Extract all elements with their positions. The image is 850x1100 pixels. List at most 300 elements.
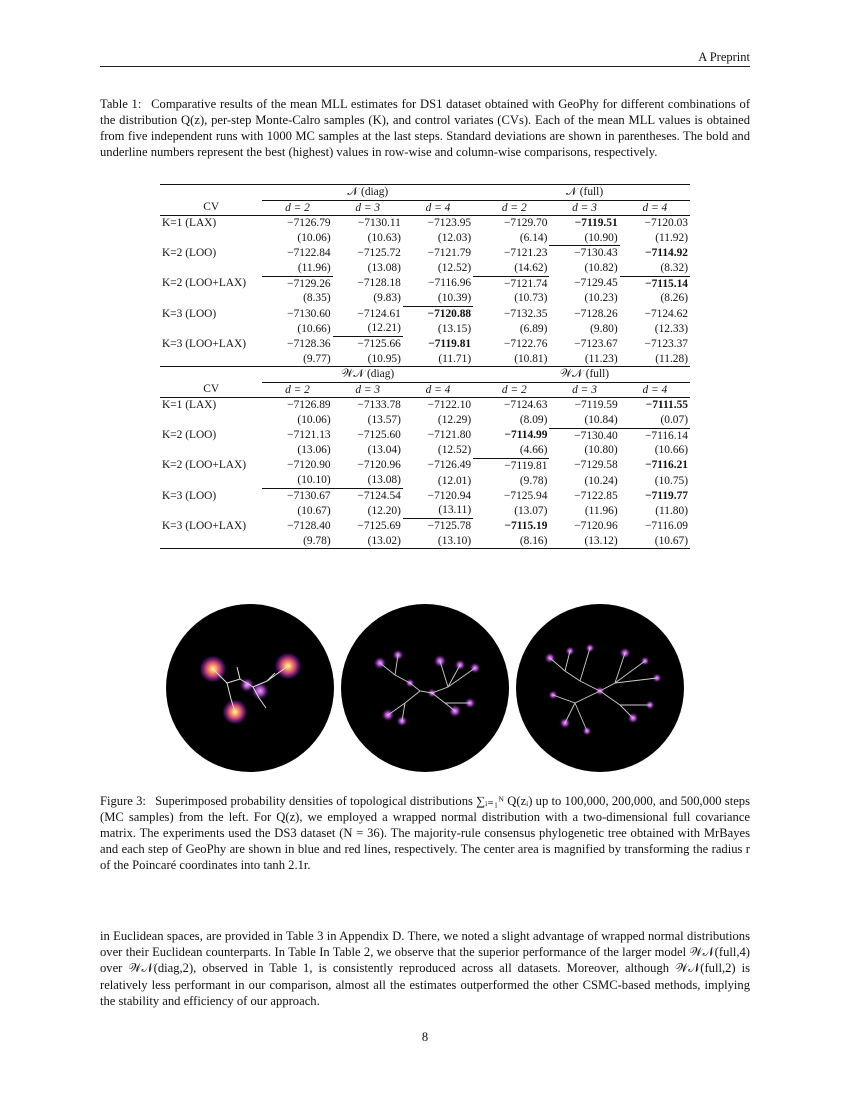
sd-value — [473, 261, 549, 276]
sd-value — [403, 503, 473, 518]
dimension-header: d = 3 — [355, 383, 381, 396]
sd-text: (10.95) — [367, 352, 401, 365]
sd-text: (10.84) — [584, 413, 618, 426]
mean-value — [620, 488, 690, 503]
mean-value — [549, 336, 619, 351]
mean-value — [262, 488, 332, 503]
mean-text: −7129.26 — [287, 277, 331, 290]
mean-text: −7111.55 — [645, 399, 688, 412]
group-header: 𝒲𝒩 (diag) — [262, 367, 473, 383]
row-label: K=1 (LAX) — [160, 216, 262, 231]
sd-value — [473, 352, 549, 367]
mean-text: −7123.95 — [427, 217, 472, 230]
table-row-sd — [160, 291, 690, 306]
sd-value — [403, 231, 473, 246]
results-table — [160, 184, 690, 549]
table-row — [160, 398, 690, 413]
mean-text: −7122.10 — [427, 399, 472, 412]
mean-text: −7125.94 — [503, 489, 548, 502]
sd-value — [473, 534, 549, 549]
table-row-sd — [160, 261, 690, 276]
mean-value — [262, 398, 332, 413]
mean-text: −7122.85 — [574, 489, 618, 502]
mean-value — [333, 488, 403, 503]
sd-value — [620, 413, 690, 428]
mean-value — [473, 216, 549, 231]
empty-cell — [160, 503, 262, 518]
mean-value — [333, 306, 403, 321]
sd-value — [262, 291, 332, 306]
sd-value — [333, 443, 403, 458]
table-caption-text: Comparative results of the mean MLL estimates for DS1 dataset obtained with GeoPhy for different combinations of the distribution Q(z), per-step Monte-Calro samples (K), and control variates (CVs). Each of the mean MLL values is obtained from five independent runs with 1000 MC samples at the last steps. Standard deviations are shown in parentheses. The bold and underline numbers represent the best (highest) values in row-wise and column-wise comparisons, respectively. — [100, 97, 751, 159]
table-row — [160, 458, 690, 473]
table-row — [160, 306, 690, 321]
mean-value — [473, 246, 549, 261]
sd-text: (10.23) — [584, 292, 618, 305]
table-row — [160, 488, 690, 503]
sd-text: (8.32) — [660, 261, 688, 274]
mean-text: −7130.60 — [287, 307, 331, 320]
table-caption — [100, 96, 750, 160]
sd-text: (10.81) — [514, 352, 548, 365]
mean-value — [262, 428, 332, 443]
mean-value — [403, 428, 473, 443]
sd-value — [403, 352, 473, 367]
sd-value — [620, 261, 690, 276]
mean-value — [333, 336, 403, 351]
sd-value — [549, 413, 619, 428]
sd-text: (11.71) — [438, 352, 472, 365]
mean-text: −7124.54 — [357, 489, 401, 502]
sd-text: (4.66) — [519, 444, 548, 457]
sd-text: (10.63) — [367, 232, 401, 245]
mean-text: −7121.23 — [503, 247, 548, 260]
sd-text: (9.77) — [303, 352, 331, 365]
sd-text: (0.07) — [660, 413, 688, 426]
sd-value — [333, 231, 403, 246]
mean-text: −7115.19 — [504, 519, 548, 532]
mean-text: −7116.09 — [644, 519, 688, 532]
sd-text: (10.24) — [584, 474, 618, 487]
mean-value — [549, 216, 619, 231]
dimension-header: d = 4 — [642, 383, 668, 396]
mean-value — [620, 276, 690, 291]
mean-text: −7120.94 — [427, 489, 472, 502]
mean-text: −7121.74 — [503, 277, 548, 290]
mean-text: −7116.21 — [645, 459, 688, 472]
mean-value — [549, 519, 619, 534]
sd-text: (11.80) — [655, 504, 688, 517]
sd-value — [403, 534, 473, 549]
sd-value — [620, 503, 690, 518]
mean-text: −7124.62 — [644, 307, 688, 320]
empty-cell — [160, 321, 262, 336]
row-label: K=2 (LOO+LAX) — [162, 277, 247, 290]
sd-text: (10.67) — [297, 504, 331, 517]
mean-value — [403, 488, 473, 503]
figure-caption — [100, 793, 750, 873]
sd-value — [549, 503, 619, 518]
mean-text: −7130.11 — [357, 217, 401, 230]
mean-value — [403, 276, 473, 291]
sd-value — [333, 503, 403, 518]
mean-text: −7123.67 — [574, 337, 618, 350]
sd-text: (6.14) — [519, 232, 548, 245]
mean-value — [333, 216, 403, 231]
sd-text: (12.21) — [367, 322, 401, 335]
group-header: 𝒩 (full) — [473, 185, 690, 201]
sd-text: (13.06) — [297, 444, 331, 457]
figure-caption-text: Superimposed probability densities of topological distributions ∑ᵢ₌₁ᴺ Q(zᵢ) up to 100,000, 200,000, and 500,000 steps (MC samples) from the left. For Q(z), we employed a wrapped normal distribution with a two-dimensional full covariance matrix. The experiments used the DS3 dataset (N = 36). The majority-rule consensus phylogenetic tree obtained with MrBayes and each step of GeoPhy are shown in blue and red lines, respectively. The center area is magnified by transforming the radius r of the Poincaré coordinates into tanh 2.1r. — [100, 794, 750, 872]
mean-text: −7128.40 — [287, 519, 331, 532]
mean-text: −7121.13 — [287, 429, 331, 442]
sd-text: (9.78) — [519, 474, 548, 487]
sd-text: (9.78) — [303, 534, 331, 547]
mean-text: −7115.14 — [645, 277, 688, 290]
mean-text: −7121.80 — [427, 429, 472, 442]
mean-value — [620, 246, 690, 261]
mean-text: −7130.67 — [287, 489, 331, 502]
mean-value — [262, 336, 332, 351]
sd-value — [549, 231, 619, 246]
page-number: 8 — [421, 1030, 429, 1044]
mean-value — [262, 246, 332, 261]
sd-value — [403, 291, 473, 306]
mean-text: −7125.78 — [427, 520, 472, 533]
empty-cell — [160, 291, 262, 306]
mean-text: −7132.35 — [503, 307, 548, 320]
mean-text: −7116.14 — [644, 429, 688, 442]
sd-text: (10.06) — [297, 414, 331, 427]
sd-text: (10.39) — [437, 292, 472, 305]
row-label: K=2 (LOO+LAX) — [162, 459, 247, 472]
mean-text: −7125.66 — [357, 337, 401, 350]
sd-value — [473, 291, 549, 306]
sd-value — [262, 443, 332, 458]
mean-value — [333, 276, 403, 291]
empty-cell — [160, 352, 262, 367]
dimension-header: d = 3 — [572, 201, 597, 214]
sd-value — [620, 291, 690, 306]
dimension-header: d = 4 — [642, 201, 668, 214]
mean-value — [473, 428, 549, 443]
sd-text: (11.92) — [655, 232, 688, 245]
mean-value — [473, 306, 549, 321]
sd-value — [262, 473, 332, 488]
mean-value — [549, 276, 619, 291]
sd-text: (13.08) — [367, 262, 401, 275]
table-row — [160, 336, 690, 351]
row-label: K=3 (LOO) — [162, 307, 217, 320]
mean-value — [549, 306, 619, 321]
mean-value — [473, 488, 549, 503]
row-label: K=3 (LOO) — [162, 489, 217, 502]
mean-value — [262, 519, 332, 534]
mean-value — [333, 246, 403, 261]
sd-value — [403, 261, 473, 276]
sd-text: (8.16) — [519, 534, 548, 547]
column-header-row — [160, 382, 690, 398]
sd-text: (13.02) — [367, 534, 401, 547]
sd-text: (12.01) — [437, 474, 472, 487]
sd-value — [403, 443, 473, 458]
table-row — [160, 428, 690, 443]
mean-value — [620, 336, 690, 351]
sd-value — [333, 291, 403, 306]
sd-value — [549, 534, 619, 549]
row-label: K=2 (LOO) — [162, 429, 217, 442]
mean-value — [549, 458, 619, 473]
sd-value — [473, 321, 549, 336]
mean-text: −7128.36 — [287, 337, 331, 350]
mean-value — [620, 306, 690, 321]
sd-value — [262, 321, 332, 336]
mean-text: −7133.78 — [357, 399, 401, 412]
sd-text: (13.10) — [437, 534, 472, 547]
sd-value — [473, 413, 549, 428]
sd-value — [333, 534, 403, 549]
cv-header: CV — [203, 383, 220, 396]
sd-text: (10.66) — [297, 322, 331, 335]
mean-value — [620, 428, 690, 443]
empty-cell — [160, 413, 262, 428]
mean-value — [333, 398, 403, 413]
table-row — [160, 519, 690, 534]
sd-value — [262, 413, 332, 428]
dimension-header: d = 3 — [572, 383, 597, 396]
mean-text: −7114.92 — [645, 247, 688, 260]
sd-value — [403, 413, 473, 428]
table-row-sd — [160, 352, 690, 367]
sd-value — [620, 352, 690, 367]
dimension-header: d = 2 — [501, 383, 527, 396]
sd-text: (10.80) — [584, 444, 618, 457]
sd-value — [473, 443, 549, 458]
body-paragraph: in Euclidean spaces, are provided in Table 3 in Appendix D. There, we noted a slight advantage of wrapped normal distributions over their Euclidean counterparts. In Table In Table 2, we observe that the superior performance of the larger model 𝒲𝒩(full,4) over 𝒲𝒩(diag,2), observed in Table 1, is consistently reproduced across all datasets. Moreover, although 𝒲𝒩(full,2) is relatively less performant in our comparison, almost all the estimates outperformed the other CSMC-based methods, implying the stability and efficiency of our approach. — [100, 929, 750, 1008]
mean-value — [403, 336, 473, 351]
mean-text: −7129.70 — [503, 217, 548, 230]
mean-value — [403, 458, 473, 473]
sd-text: (12.29) — [437, 414, 472, 427]
table-row-sd — [160, 503, 690, 518]
mean-text: −7126.89 — [287, 399, 331, 412]
mean-value — [620, 458, 690, 473]
sd-value — [403, 321, 473, 336]
sd-value — [549, 473, 619, 488]
sd-text: (13.12) — [584, 534, 618, 547]
sd-text: (10.66) — [654, 444, 688, 457]
mean-text: −7125.60 — [357, 429, 401, 442]
sd-value — [620, 443, 690, 458]
column-header-row — [160, 200, 690, 216]
dimension-header: d = 3 — [355, 201, 381, 214]
sd-text: (10.75) — [654, 474, 688, 487]
mean-value — [403, 216, 473, 231]
row-label: K=1 (LAX) — [160, 398, 262, 413]
sd-text: (8.09) — [519, 414, 548, 427]
table-row — [160, 246, 690, 261]
mean-text: −7120.96 — [574, 519, 618, 532]
sd-text: (12.52) — [437, 444, 472, 457]
density-figures-svg — [165, 603, 685, 773]
sd-text: (12.03) — [437, 232, 472, 245]
sd-text: (12.52) — [437, 262, 472, 275]
mean-text: −7128.26 — [574, 307, 618, 320]
sd-text: (13.11) — [438, 504, 472, 517]
dimension-header: d = 2 — [285, 383, 310, 396]
mean-text: −7129.45 — [574, 277, 618, 290]
mean-value — [262, 216, 332, 231]
sd-text: (10.73) — [514, 292, 548, 305]
sd-text: (10.90) — [584, 231, 618, 244]
mean-text: −7126.49 — [427, 459, 472, 472]
mean-text: −7125.69 — [357, 519, 401, 532]
mean-value — [262, 276, 332, 291]
dimension-header: d = 4 — [425, 383, 451, 396]
sd-text: (13.57) — [367, 414, 401, 427]
mean-value — [549, 488, 619, 503]
mean-text: −7119.51 — [574, 217, 618, 230]
table-row-sd — [160, 473, 690, 488]
mean-value — [403, 306, 473, 321]
mean-value — [333, 428, 403, 443]
dimension-header: d = 2 — [501, 201, 527, 214]
sd-value — [549, 321, 619, 336]
row-label: K=3 (LOO+LAX) — [162, 519, 247, 532]
mean-text: −7120.96 — [357, 459, 401, 472]
density-panel-500k — [516, 604, 684, 772]
sd-value — [620, 231, 690, 246]
table-row-sd — [160, 443, 690, 458]
sd-value — [473, 231, 549, 246]
group-header: 𝒲𝒩 (full) — [473, 367, 690, 383]
mean-value — [473, 398, 549, 413]
row-label: K=3 (LOO+LAX) — [162, 337, 247, 350]
mean-value — [403, 246, 473, 261]
sd-text: (11.28) — [655, 352, 688, 365]
mean-value — [620, 519, 690, 534]
sd-text: (10.06) — [297, 232, 331, 245]
empty-cell — [160, 261, 262, 276]
mean-text: −7120.88 — [427, 307, 472, 320]
sd-text: (10.82) — [584, 262, 618, 275]
mean-text: −7130.43 — [574, 247, 618, 260]
sd-text: (11.96) — [584, 504, 618, 517]
mean-value — [549, 246, 619, 261]
sd-text: (8.26) — [660, 292, 688, 305]
sd-text: (13.04) — [367, 444, 401, 457]
mean-text: −7122.84 — [287, 247, 331, 260]
mean-value — [473, 276, 549, 291]
mean-text: −7119.81 — [428, 337, 472, 350]
sd-value — [333, 352, 403, 367]
mean-text: −7121.79 — [427, 247, 472, 260]
sd-value — [262, 352, 332, 367]
sd-value — [473, 473, 549, 488]
running-title: A Preprint — [698, 50, 750, 64]
mean-value — [262, 458, 332, 473]
sd-value — [262, 503, 332, 518]
sd-value — [620, 321, 690, 336]
sd-text: (12.20) — [367, 504, 401, 517]
mean-value — [549, 428, 619, 443]
empty-cell — [160, 534, 262, 549]
sd-value — [333, 473, 403, 488]
sd-text: (11.23) — [584, 352, 618, 365]
sd-value — [549, 443, 619, 458]
mean-text: −7122.76 — [503, 337, 548, 350]
mean-text: −7128.18 — [357, 277, 401, 290]
table-caption-label: Table 1: — [100, 97, 142, 111]
sd-value — [620, 534, 690, 549]
sd-text: (8.35) — [303, 292, 331, 305]
mean-value — [473, 458, 549, 473]
sd-text: (9.80) — [590, 322, 618, 335]
sd-text: (6.89) — [519, 322, 548, 335]
mean-value — [620, 216, 690, 231]
mean-value — [403, 519, 473, 534]
sd-text: (9.83) — [373, 292, 401, 305]
sd-value — [262, 261, 332, 276]
empty-cell — [160, 443, 262, 458]
mean-value — [333, 458, 403, 473]
sd-text: (12.33) — [654, 322, 688, 335]
mean-text: −7124.61 — [357, 307, 401, 320]
empty-cell — [160, 231, 262, 246]
mean-text: −7119.59 — [574, 399, 618, 412]
density-panel-100k — [166, 604, 334, 772]
table-row-sd — [160, 231, 690, 246]
mean-value — [473, 336, 549, 351]
sd-value — [549, 261, 619, 276]
sd-value — [403, 473, 473, 488]
mean-value — [549, 398, 619, 413]
mean-text: −7116.96 — [428, 277, 472, 290]
mean-text: −7123.37 — [644, 337, 688, 350]
sd-text: (10.67) — [654, 534, 688, 547]
table-row-sd — [160, 534, 690, 549]
sd-text: (13.08) — [367, 474, 401, 487]
sd-text: (10.10) — [297, 474, 331, 487]
sd-value — [620, 473, 690, 488]
group-header: 𝒩 (diag) — [262, 185, 473, 201]
mean-text: −7124.63 — [503, 399, 548, 412]
sd-value — [262, 534, 332, 549]
mean-value — [333, 519, 403, 534]
figure-caption-label: Figure 3: — [100, 794, 146, 808]
mean-value — [403, 398, 473, 413]
sd-text: (13.07) — [514, 504, 548, 517]
mean-text: −7126.79 — [287, 217, 331, 230]
table-row-sd — [160, 413, 690, 428]
mean-value — [620, 398, 690, 413]
group-header-row — [160, 367, 690, 383]
sd-value — [473, 503, 549, 518]
running-header — [100, 50, 750, 67]
sd-text: (11.96) — [297, 261, 331, 274]
mean-text: −7119.81 — [504, 459, 548, 472]
sd-text: (13.15) — [437, 322, 472, 335]
group-header-row — [160, 185, 690, 201]
mean-text: −7129.58 — [574, 459, 618, 472]
dimension-header: d = 2 — [285, 201, 310, 214]
sd-value — [262, 231, 332, 246]
mean-text: −7125.72 — [357, 247, 401, 260]
empty-cell — [160, 367, 262, 383]
mean-value — [473, 519, 549, 534]
sd-value — [549, 352, 619, 367]
sd-value — [549, 291, 619, 306]
